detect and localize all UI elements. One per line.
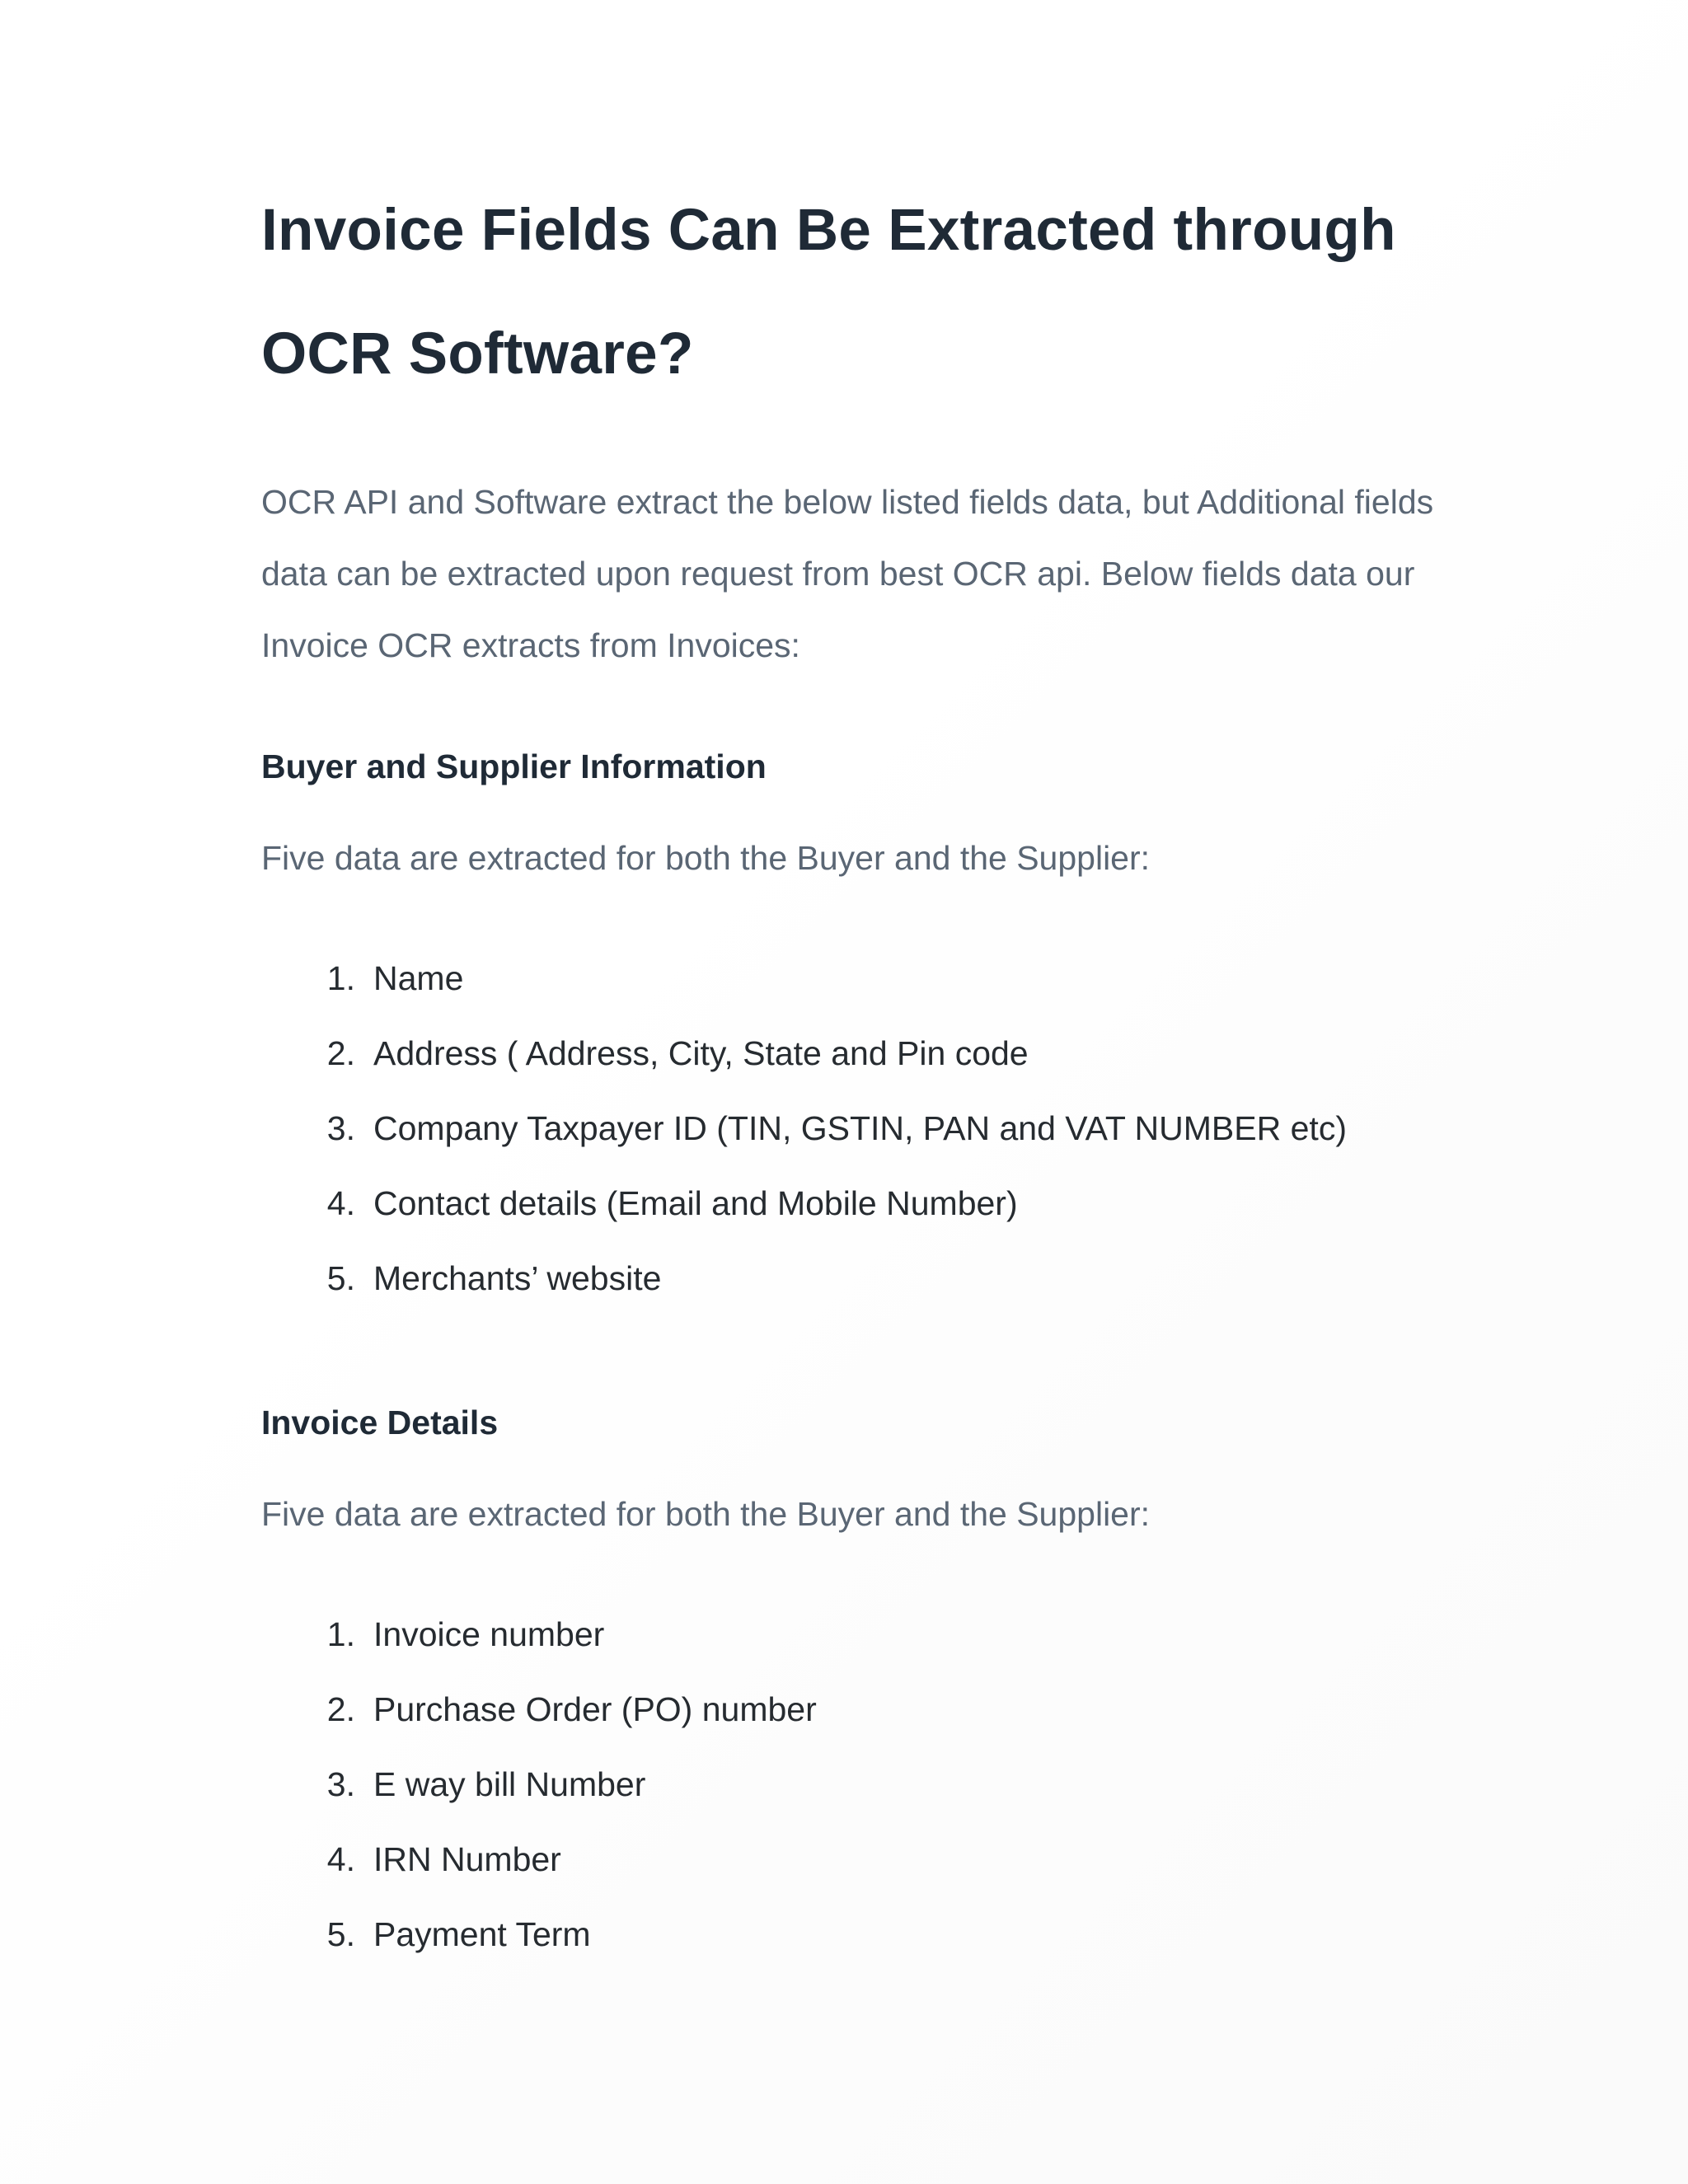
list-item — [261, 1254, 1347, 1329]
list-item — [261, 1179, 1347, 1254]
list-item-text: Payment Term — [373, 1915, 591, 1953]
list-item-number: 4 . — [261, 1835, 355, 1884]
section-description-buyer-supplier: Five data are extracted for both the Buyer and the Supplier: — [261, 839, 1151, 877]
list-item — [261, 1760, 817, 1835]
list-item-number: 5 . — [261, 1910, 355, 1959]
list-item-text: IRN Number — [373, 1840, 561, 1878]
list-item-number: 3 . — [261, 1104, 355, 1153]
list-item-number: 2 . — [261, 1685, 355, 1734]
list-item — [261, 1685, 817, 1760]
list-item-text: E way bill Number — [373, 1765, 646, 1803]
list-item-text: Address ( Address, City, State and Pin code — [373, 1034, 1029, 1072]
invoice-details-field-list — [261, 1610, 817, 1985]
list-item-text: Company Taxpayer ID (TIN, GSTIN, PAN and VAT NUMBER etc) — [373, 1109, 1347, 1147]
list-item — [261, 1029, 1347, 1104]
buyer-supplier-field-list — [261, 954, 1347, 1329]
list-item-text: Contact details (Email and Mobile Number) — [373, 1184, 1018, 1222]
list-item-number: 1 . — [261, 1610, 355, 1659]
list-item-number: 1 . — [261, 954, 355, 1003]
list-item-text: Merchants’ website — [373, 1259, 662, 1297]
list-item — [261, 1104, 1347, 1179]
list-item — [261, 1910, 817, 1985]
list-item — [261, 1610, 817, 1685]
list-item-text: Name — [373, 959, 464, 997]
list-item — [261, 954, 1347, 1029]
list-item-number: 2 . — [261, 1029, 355, 1078]
section-heading-buyer-supplier: Buyer and Supplier Information — [261, 748, 767, 785]
section-heading-invoice-details: Invoice Details — [261, 1404, 499, 1441]
section-description-invoice-details: Five data are extracted for both the Buyer and the Supplier: — [261, 1495, 1151, 1533]
list-item-number: 5 . — [261, 1254, 355, 1303]
list-item-text: Invoice number — [373, 1615, 605, 1653]
list-item — [261, 1835, 817, 1910]
list-item-number: 3 . — [261, 1760, 355, 1809]
list-item-text: Purchase Order (PO) number — [373, 1690, 817, 1728]
page-title: Invoice Fields Can Be Extracted through OCR Software? — [261, 198, 1396, 387]
list-item-number: 4 . — [261, 1179, 355, 1228]
intro-paragraph: OCR API and Software extract the below listed fields data, but Additional fields data can be extracted upon request from best OCR api. Below fields data our Invoice OCR extracts from Invoices: — [261, 483, 1434, 664]
